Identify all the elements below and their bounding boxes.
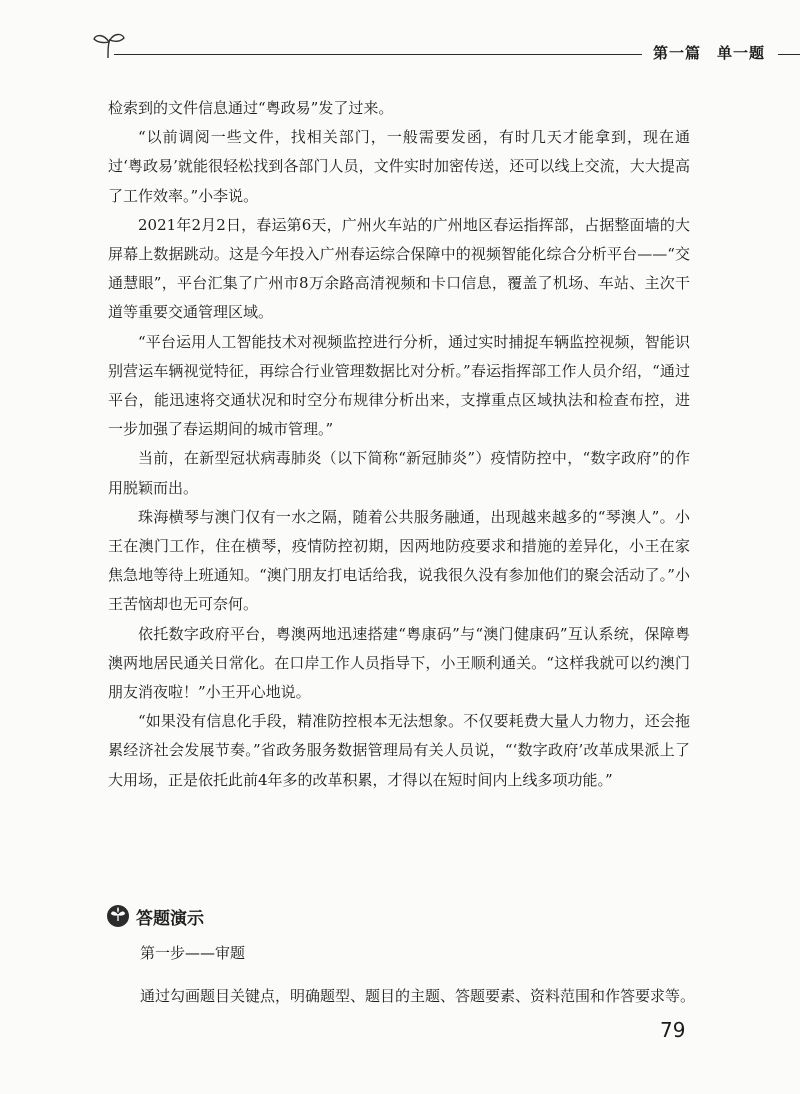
paragraph: “如果没有信息化手段，精准防控根本无法想象。不仅要耗费大量人力物力，还会拖累经济社会发展节奏。”省政务服务数据管理局有关人员说，“‘数字政府’改革成果派上了大用场，正是依托此前4年多的改革积累，才得以在短时间内上线多项功能。” [108, 712, 690, 789]
paragraph: 当前，在新型冠状病毒肺炎（以下简称“新冠肺炎”）疫情防控中，“数字政府”的作用脱颖而出。 [108, 449, 690, 497]
flower-badge-icon [106, 904, 130, 928]
article-body [108, 94, 690, 795]
paragraph: 珠海横琴与澳门仅有一水之隔，随着公共服务融通，出现越来越多的“琴澳人”。小王在澳门工作，住在横琴，疫情防控初期，因两地防疫要求和措施的差异化，小王在家焦急地等待上班通知。“澳门朋友打电话给我，说我很久没有参加他们的聚会活动了。”小王苦恼却也无可奈何。 [108, 507, 690, 614]
page-number: 79 [660, 1018, 686, 1042]
page-header [88, 30, 778, 66]
paragraph: 检索到的文件信息通过“粤政易”发了过来。 [108, 99, 394, 117]
header-rule-right [778, 54, 800, 55]
paragraph: 依托数字政府平台，粤澳两地迅速搭建“粤康码”与“澳门健康码”互认系统，保障粤澳两地居民通关日常化。在口岸工作人员指导下，小王顺利通关。“这样我就可以约澳门朋友消夜啦！”小王开心地说。 [108, 624, 690, 702]
section-heading [106, 902, 204, 930]
sprout-icon [88, 30, 128, 60]
section-title: 答题演示 [136, 908, 204, 929]
header-rule-left [114, 54, 642, 55]
paragraph: 2021年2月2日，春运第6天，广州火车站的广州地区春运指挥部，占据整面墙的大屏幕上数据跳动。这是今年投入广州春运综合保障中的视频智能化综合分析平台——“交通慧眼”，平台汇集了广州市8万余路高清视频和卡口信息，覆盖了机场、车站、主次干道等重要交通管理区域。 [108, 215, 690, 322]
step-title: 第一步——审题 [140, 944, 246, 962]
paragraph: “以前调阅一些文件，找相关部门，一般需要发函，有时几天才能拿到，现在通过‘粤政易’就能很轻松找到各部门人员，文件实时加密传送，还可以线上交流，大大提高了工作效率。”小李说。 [108, 128, 690, 205]
chapter-title: 第一篇 单一题 [653, 44, 766, 62]
paragraph: “平台运用人工智能技术对视频监控进行分析，通过实时捕捉车辆监控视频，智能识别营运车辆视觉特征，再综合行业管理数据比对分析。”春运指挥部工作人员介绍，“通过平台，能迅速将交通状况和时空分布规律分析出来，支撑重点区域执法和检查布控，进一步加强了春运期间的城市管理。” [108, 332, 690, 439]
step-text: 通过勾画题目关键点，明确题型、题目的主题、答题要素、资料范围和作答要求等。 [140, 987, 696, 1005]
